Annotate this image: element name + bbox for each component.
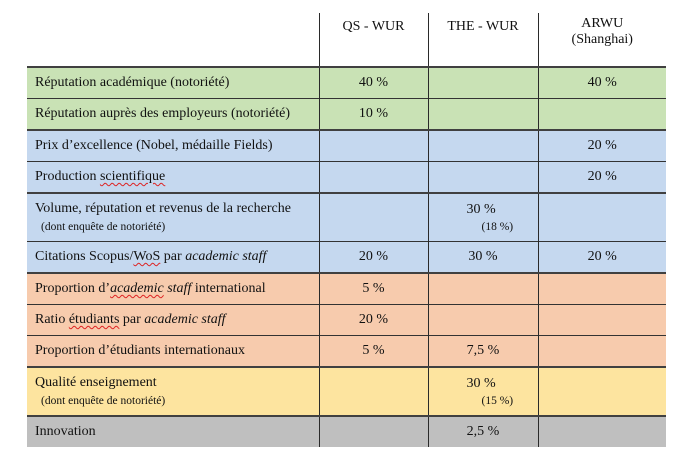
table-row (27, 367, 666, 416)
header-the-label: THE - WUR (447, 19, 519, 34)
arwu-cell: 20 % (538, 162, 666, 194)
qs-cell: 20 % (319, 305, 428, 336)
criterion-note (35, 394, 319, 408)
criterion-label: Ratio (35, 312, 69, 327)
the-cell (428, 273, 538, 305)
criterion-label: par (119, 312, 145, 327)
the-note-text: (15 %) (481, 394, 514, 407)
arwu-cell: 20 % (538, 242, 666, 274)
table-row (27, 193, 666, 242)
criterion-cell (27, 162, 319, 194)
table-row (27, 242, 666, 274)
criterion-label-italic-spellcheck: academic (110, 281, 164, 296)
criterion-cell (27, 336, 319, 368)
table-row (27, 99, 666, 131)
table-row (27, 130, 666, 162)
arwu-cell (538, 99, 666, 131)
criterion-label-spellcheck: WoS (133, 249, 161, 264)
arwu-cell (538, 416, 666, 447)
header-qs (319, 13, 428, 67)
the-cell (428, 193, 538, 242)
rankings-criteria-table (27, 13, 666, 447)
criterion-label: Réputation académique (notoriété) (35, 75, 230, 90)
qs-cell: 10 % (319, 99, 428, 131)
criterion-note: (dont enquête de notoriété) (41, 221, 166, 233)
criterion-cell (27, 130, 319, 162)
header-criterion (27, 13, 319, 67)
table-row (27, 305, 666, 336)
the-cell (428, 67, 538, 99)
arwu-cell (538, 193, 666, 242)
the-note (467, 394, 538, 408)
criterion-label: Qualité enseignement (35, 375, 157, 390)
criterion-label-spellcheck: étudiants (68, 312, 120, 327)
the-cell (428, 99, 538, 131)
criterion-label: Proportion d’ (35, 281, 111, 296)
criterion-cell (27, 367, 319, 416)
criterion-cell (27, 242, 319, 274)
table-row (27, 416, 666, 447)
header-the (428, 13, 538, 67)
the-value: 30 % (466, 201, 496, 217)
arwu-cell (538, 273, 666, 305)
criterion-label: par (160, 249, 186, 264)
criterion-label-italic: academic staff (185, 249, 267, 264)
criterion-label: Réputation auprès des employeurs (notoriété) (35, 106, 291, 121)
criterion-cell (27, 305, 319, 336)
criterion-label: Volume, réputation et revenus de la recherche (35, 201, 291, 216)
qs-cell (319, 193, 428, 242)
the-cell: 7,5 % (428, 336, 538, 368)
table-row (27, 67, 666, 99)
qs-cell: 40 % (319, 67, 428, 99)
criterion-label: Citations Scopus/ (35, 249, 134, 264)
header-arwu (538, 13, 666, 67)
criterion-cell (27, 99, 319, 131)
table-row (27, 162, 666, 194)
qs-cell (319, 416, 428, 447)
qs-cell: 20 % (319, 242, 428, 274)
arwu-cell: 20 % (538, 130, 666, 162)
the-cell (428, 305, 538, 336)
criterion-label: Prix d’excellence (Nobel, médaille Fields) (35, 138, 273, 153)
header-qs-label: QS - WUR (342, 19, 405, 34)
arwu-cell (538, 336, 666, 368)
the-value: 30 % (466, 375, 496, 391)
criterion-label: Proportion d’étudiants internationaux (35, 343, 245, 358)
qs-cell (319, 130, 428, 162)
the-cell (428, 162, 538, 194)
criterion-label-italic: academic staff (144, 312, 226, 327)
table-row (27, 273, 666, 305)
criterion-note-text: (dont enquête de notoriété) (41, 395, 166, 407)
arwu-cell (538, 367, 666, 416)
arwu-cell: 40 % (538, 67, 666, 99)
qs-cell (319, 367, 428, 416)
criterion-label-italic: staff (163, 281, 192, 296)
the-note-text: (18 %) (481, 220, 514, 233)
header-row (27, 13, 666, 67)
the-cell: 2,5 % (428, 416, 538, 447)
criterion-cell (27, 273, 319, 305)
qs-cell: 5 % (319, 336, 428, 368)
criterion-cell (27, 193, 319, 242)
criterion-label: Production (35, 169, 100, 184)
table-row (27, 336, 666, 368)
criterion-label: Innovation (35, 424, 96, 439)
the-cell: 30 % (428, 242, 538, 274)
qs-cell: 5 % (319, 273, 428, 305)
criterion-cell (27, 67, 319, 99)
qs-cell (319, 162, 428, 194)
the-cell (428, 130, 538, 162)
the-note (467, 220, 538, 234)
criterion-label-spellcheck: scientifique (99, 169, 166, 184)
the-cell (428, 367, 538, 416)
header-arwu-label: ARWU (581, 16, 624, 31)
criterion-cell (27, 416, 319, 447)
header-arwu-sub: (Shanghai) (571, 32, 633, 47)
criterion-label: international (191, 281, 266, 296)
arwu-cell (538, 305, 666, 336)
